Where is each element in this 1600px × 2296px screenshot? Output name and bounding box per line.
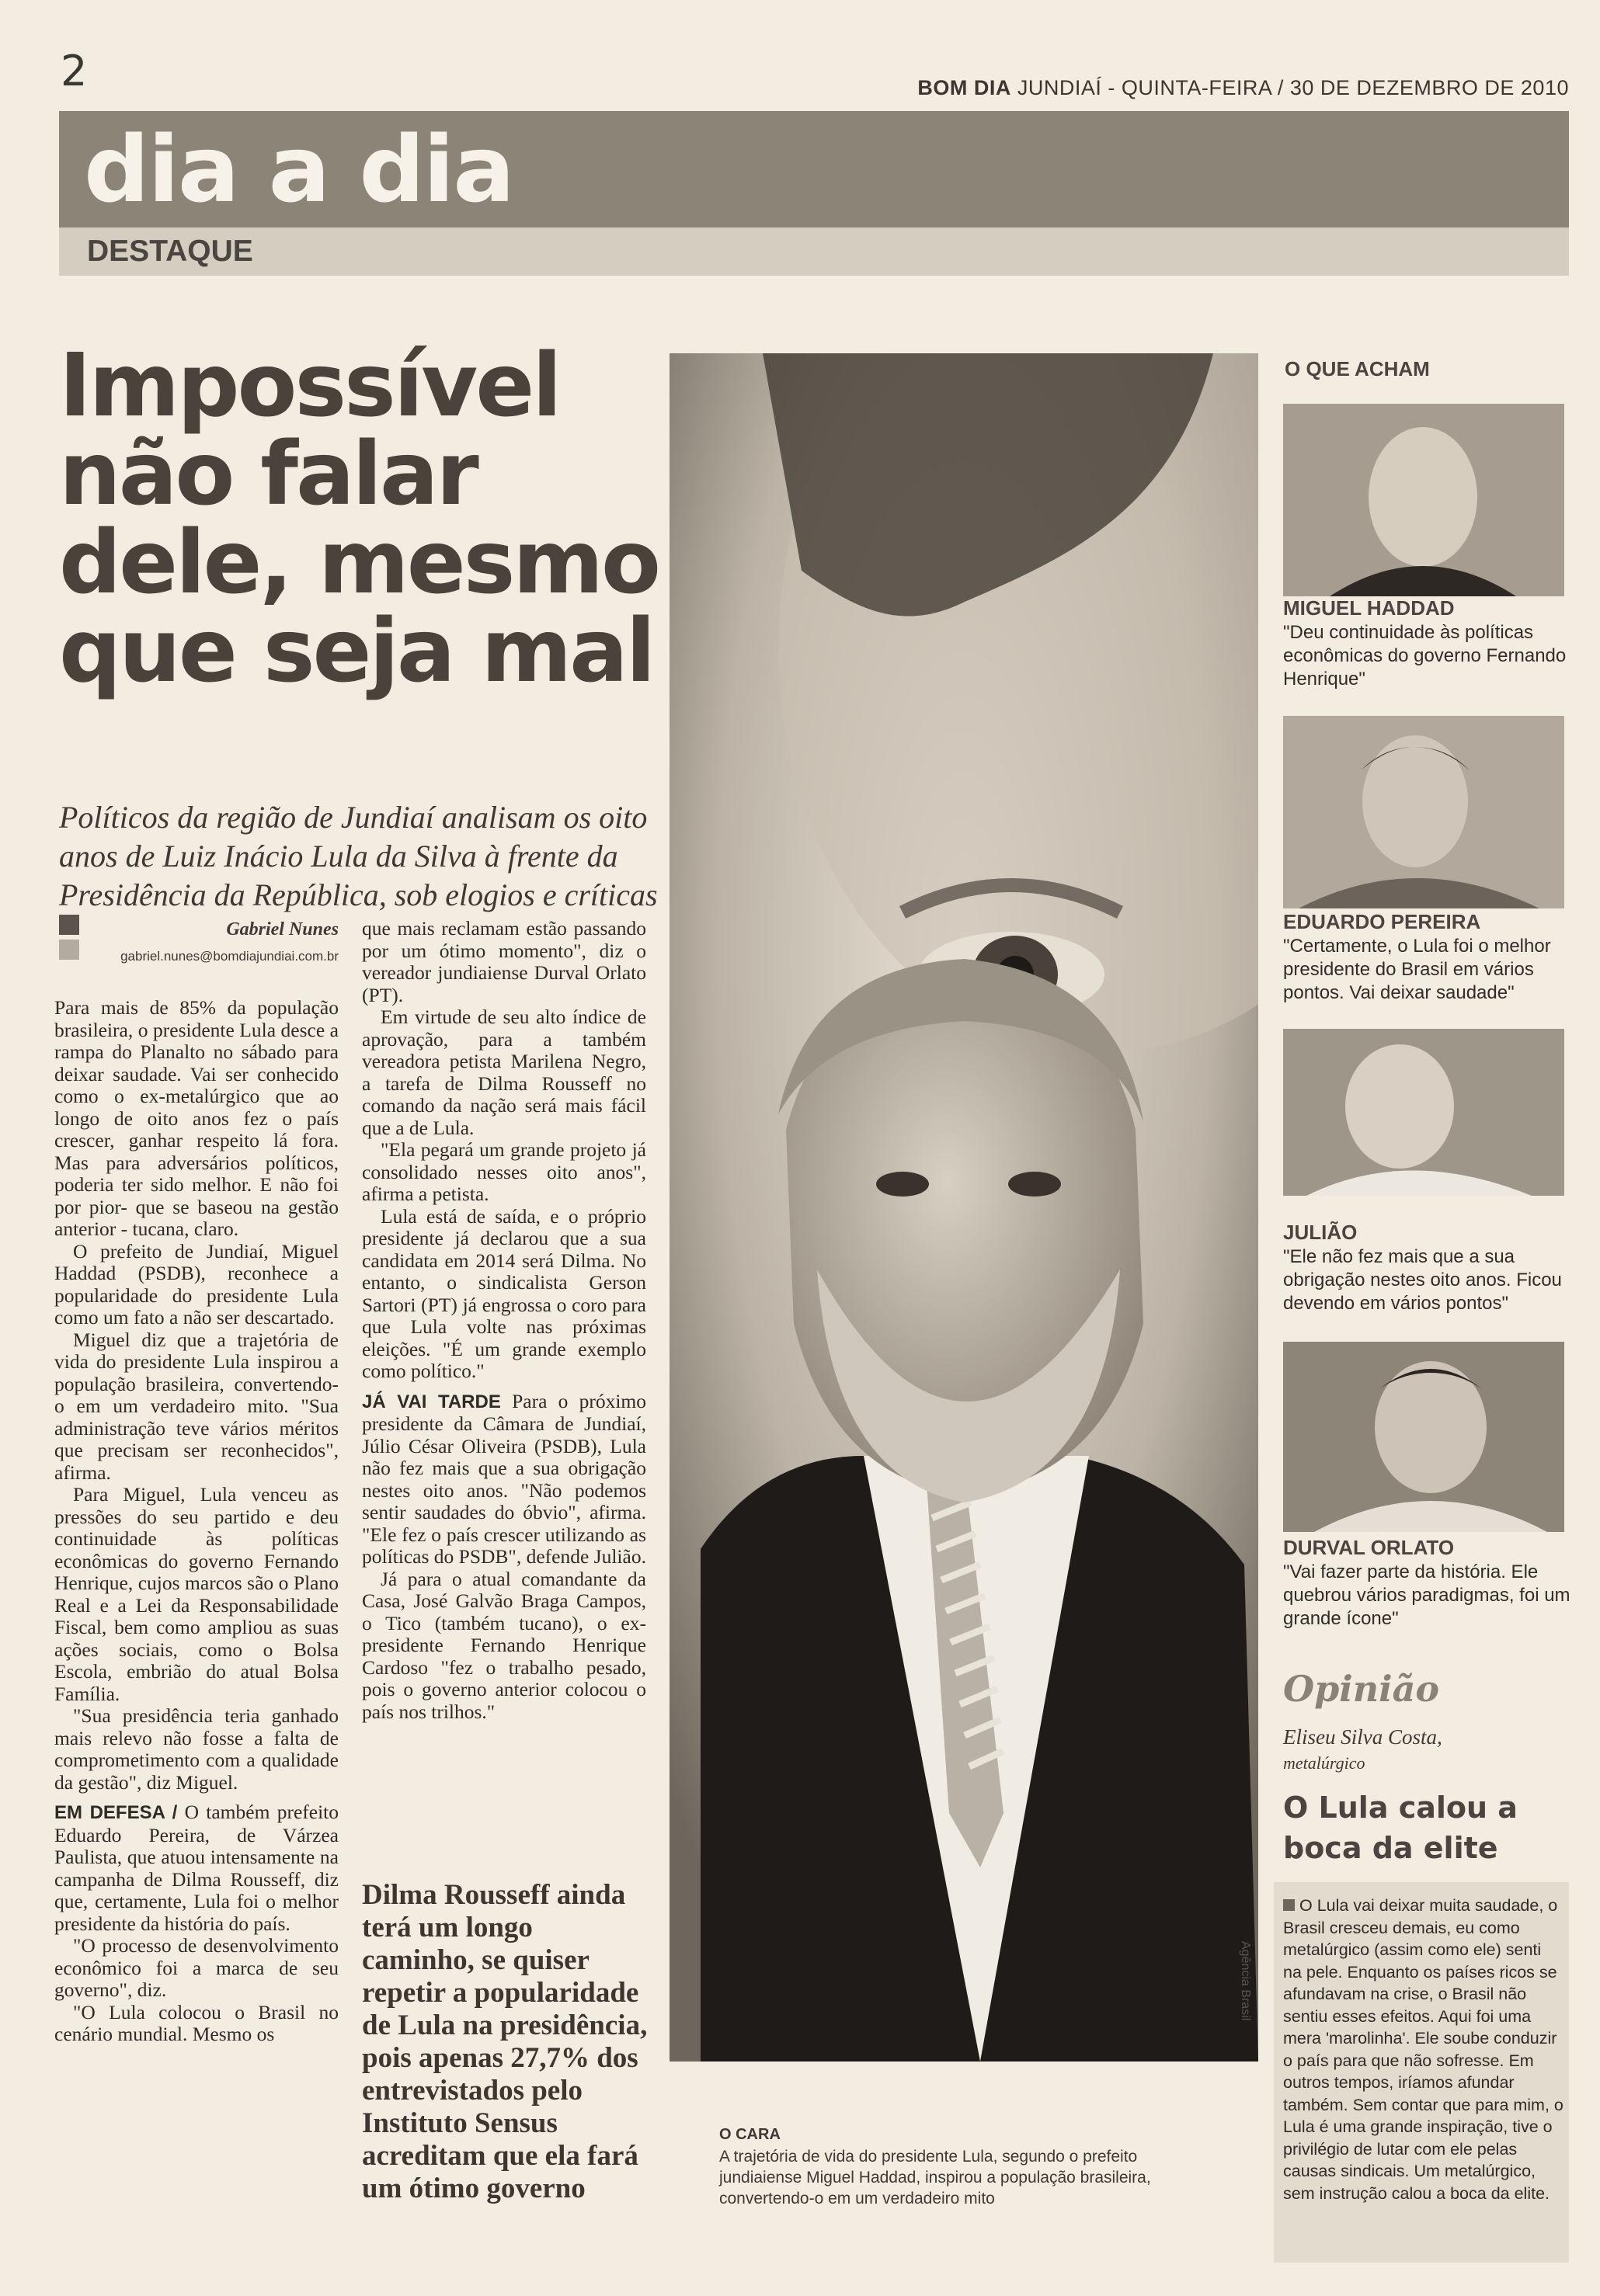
portrait-juliao xyxy=(1283,1029,1564,1196)
masthead-line xyxy=(917,76,1569,100)
portrait-miguel-haddad xyxy=(1283,404,1564,596)
subsection-band xyxy=(59,228,1569,276)
sidebar-heading: O QUE ACHAM xyxy=(1285,357,1430,380)
paragraph: Miguel diz que a trajetória de vida do presidente Lula inspirou a população brasileira, convertendo-o em um verdadeiro mito. "Sua administração teve vários méritos que precisam ser reconhecidos", afirma. xyxy=(54,1328,339,1484)
person-quote: "Deu continuidade às políticas econômicas do governo Fernando Henrique" xyxy=(1283,622,1567,689)
person-quote: "Ele não fez mais que a sua obrigação nestes oito anos. Ficou devendo em vários pontos" xyxy=(1283,1246,1562,1314)
byline-marker-light xyxy=(59,940,79,960)
edition-date: JUNDIAÍ - QUINTA-FEIRA / 30 DE DEZEMBRO DE 2010 xyxy=(1017,76,1569,99)
paragraph: Lula está de saída, e o próprio presidente já declarou que a sua candidata em 2014 será Dilma. No entanto, o sindicalista Gerson Sartori (PT) já engrossa o coro para que Lula volte nas próximas eleições. "É um grande exemplo como político." xyxy=(362,1204,646,1382)
paragraph: "Sua presidência teria ganhado mais relevo não fosse a falta de comprometimento com a qualidade da gestão", diz Miguel. xyxy=(54,1704,339,1794)
article-column-2 xyxy=(362,918,646,1723)
pull-quote: Dilma Rousseff ainda terá um longo caminho, se quiser repetir a popularidade de Lula na presidência, pois apenas 27,7% dos entrevistados pelo Instituto Sensus acreditam que ela fará um ótimo governo xyxy=(362,1879,648,2204)
byline-marker xyxy=(59,915,79,935)
portrait-illustration xyxy=(1283,404,1564,596)
person-quote: "Vai fazer parte da história. Ele quebrou vários paradigmas, foi um grande ícone" xyxy=(1283,1561,1570,1629)
paragraph: "Ela pegará um grande projeto já consolidado nesses oito anos", afirma a petista. xyxy=(362,1138,646,1205)
photo-credit: Agência Brasil xyxy=(1239,1941,1252,2021)
subsection-title: DESTAQUE xyxy=(87,234,253,268)
portrait-eduardo-pereira xyxy=(1283,716,1564,908)
portrait-illustration xyxy=(1283,716,1564,908)
paragraph xyxy=(54,1801,339,1935)
person-name: JULIÃO xyxy=(1283,1221,1358,1244)
opinion-label: Opinião xyxy=(1283,1668,1440,1710)
portrait-illustration xyxy=(1283,1029,1564,1196)
page-number: 2 xyxy=(61,47,88,96)
opinion-role: metalúrgico xyxy=(1283,1753,1365,1773)
paragraph: que mais reclamam estão passando por um ótimo momento", diz o vereador jundiaiense Durval Orlato (PT). xyxy=(362,917,646,1006)
kicker-text: Para o próximo presidente da Câmara de Jundiaí, Júlio César Oliveira (PSDB), Lula não fez mais que a sua obrigação nestes oito anos. "Não podemos sentir saudades do óbvio", afirma. "Ele fez o país crescer utilizando as políticas do PSDB", defende Julião. xyxy=(362,1389,647,1568)
photo-illustration xyxy=(670,353,1258,2062)
paragraph: Já para o atual comandante da Casa, José Galvão Braga Campos, o Tico (também tucano), o ex-presidente Fernando Henrique Cardoso "fez o trabalho pesado, pois o governo anterior colocou o país nos trilhos." xyxy=(362,1567,646,1723)
person-quote: "Certamente, o Lula foi o melhor presidente do Brasil em vários pontos. Vai deixar saudade" xyxy=(1283,936,1551,1003)
person-name: DURVAL ORLATO xyxy=(1283,1536,1455,1559)
person-name: MIGUEL HADDAD xyxy=(1283,596,1455,620)
opinion-body xyxy=(1283,1895,1564,2204)
paragraph: Para mais de 85% da população brasileira, o presidente Lula desce a rampa do Planalto no sábado para deixar saudade. Vai ser conhecido como o ex-metalúrgico que ao longo de oito anos fez o país crescer, ganhar respeito lá fora. Mas para adversários políticos, poderia ter sido melhor. E não foi por pior- que se baseou na gestão anterior - tucana, claro. xyxy=(54,996,339,1240)
photo-caption: A trajetória de vida do presidente Lula, segundo o prefeito jundiaiense Miguel Haddad, inspirou a população brasileira, convertendo-o em um verdadeiro mito xyxy=(719,2148,1151,2207)
portrait-durval-orlato xyxy=(1283,1342,1564,1532)
opinion-title: O Lula calou a boca da elite xyxy=(1283,1791,1518,1865)
section-title: dia a dia xyxy=(84,116,513,223)
kicker: JÁ VAI TARDE xyxy=(362,1391,501,1412)
person-name: EDUARDO PEREIRA xyxy=(1283,910,1481,933)
kicker: EM DEFESA / xyxy=(54,1802,178,1823)
article-column-1 xyxy=(54,997,339,2046)
paragraph: Para Miguel, Lula venceu as pressões do seu partido e deu continuidade às políticas econômicas do governo Fernando Henrique, cujos marcos são o Plano Real e a Lei da Responsabilidade Fiscal, bem como ampliou as suas ações sociais, como o Bolsa Escola, embrião do atual Bolsa Família. xyxy=(54,1483,339,1705)
portrait-illustration xyxy=(1283,1342,1564,1532)
opinion-text: O Lula vai deixar muita saudade, o Brasil cresceu demais, eu como metalúrgico (assim como ele) senti na pele. Enquanto os países ricos se afundavam na crise, o Brasil não sentiu esses efeitos. Aqui foi uma mera 'marolinha'. Ele soube conduzir o país para que não sofresse. Em outros tempos, iríamos afundar também. Sem contar que para mim, o Lula é uma grande inspiração, tive o privilégio de lutar com ele pelas causas sindicais. Um metalúrgico, sem instrução calou a boca da elite. xyxy=(1283,1896,1563,2203)
paragraph xyxy=(362,1391,646,1568)
brand-name: BOM DIA xyxy=(917,76,1011,99)
bullet-square-icon xyxy=(1283,1899,1295,1911)
kicker-text: O também prefeito Eduardo Pereira, de Várzea Paulista, que atuou intensamente na campanha de Dilma Rousseff, diz que, certamente, Lula foi o melhor presidente da história do país. xyxy=(54,1801,339,1935)
caption-label: O CARA xyxy=(719,2126,781,2143)
headline: Impossível não falar dele, mesmo que seja mal xyxy=(59,335,659,702)
byline-email: gabriel.nunes@bomdiajundiai.com.br xyxy=(120,949,339,964)
paragraph: "O processo de desenvolvimento econômico foi a marca de seu governo", diz. xyxy=(54,1934,339,2001)
opinion-author: Eliseu Silva Costa, xyxy=(1283,1725,1442,1749)
byline-author: Gabriel Nunes xyxy=(226,919,339,940)
paragraph: Em virtude de seu alto índice de aprovação, para a também vereadora petista Marilena Negro, a tarefa de Dilma Rousseff no comando da nação será mais fácil que a de Lula. xyxy=(362,1006,646,1139)
article-deck: Políticos da região de Jundiaí analisam os oito anos de Luiz Inácio Lula da Silva à frente da Presidência da República, sob elogios e críticas xyxy=(59,800,658,912)
paragraph: O prefeito de Jundiaí, Miguel Haddad (PSDB), reconhece a popularidade do presidente Lula como um fato a não ser descartado. xyxy=(54,1239,339,1329)
paragraph: "O Lula colocou o Brasil no cenário mundial. Mesmo os xyxy=(54,2000,339,2045)
main-photo xyxy=(670,353,1258,2062)
